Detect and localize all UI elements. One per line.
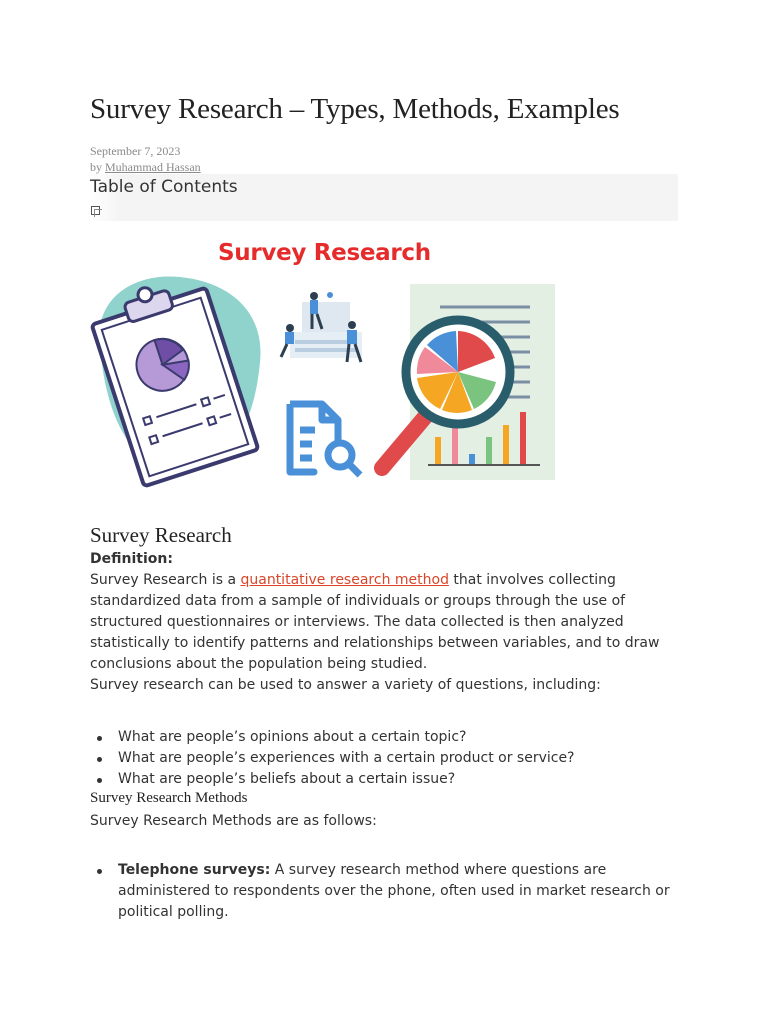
document-search-icon <box>290 404 360 475</box>
questions-intro: Survey research can be used to answer a variety of questions, including: <box>90 677 601 693</box>
definition-label: Definition: <box>90 551 173 567</box>
post-date: September 7, 2023 <box>90 144 181 158</box>
hero-illustration <box>90 232 560 512</box>
survey-illustration <box>90 232 560 512</box>
clipboard-icon <box>90 270 260 487</box>
definition-paragraph <box>90 570 680 696</box>
toc-toggle-checkbox[interactable] <box>91 206 100 215</box>
methods-intro: Survey Research Methods are as follows: <box>90 813 377 829</box>
author-link[interactable]: Muhammad Hassan <box>105 160 201 174</box>
post-meta <box>90 143 201 175</box>
hero-heading: Survey Research <box>218 240 431 266</box>
quantitative-research-link[interactable]: quantitative research method <box>240 572 449 588</box>
list-item: What are people’s opinions about a certain topic? <box>90 727 680 748</box>
list-item <box>90 860 680 923</box>
methods-list <box>90 860 680 923</box>
questions-list <box>90 727 680 790</box>
method-term: Telephone surveys: <box>118 862 271 878</box>
methods-heading: Survey Research Methods <box>90 790 248 806</box>
people-icon <box>281 292 362 362</box>
byline <box>90 159 201 175</box>
byline-prefix: by <box>90 160 102 174</box>
magnifier-chart-icon <box>382 284 555 480</box>
toc-title: Table of Contents <box>90 177 238 197</box>
definition-text-end: that involves collecting standardized data from a sample of individuals or groups through the use of structured questionnaires or interviews. The data collected is then analyzed statistically to identify patterns and relationships between variables, and to draw conclusions about the population being studied. <box>90 572 660 672</box>
list-item: What are people’s experiences with a certain product or service? <box>90 748 680 769</box>
page-title: Survey Research – Types, Methods, Examples <box>90 93 620 125</box>
method-description: A survey research method where questions are administered to respondents over the phone, often used in market research or political polling. <box>118 862 670 920</box>
list-item: What are people’s beliefs about a certain issue? <box>90 769 680 790</box>
section-heading: Survey Research <box>90 523 232 547</box>
table-of-contents <box>90 174 678 221</box>
definition-text-start: Survey Research is a <box>90 572 241 588</box>
